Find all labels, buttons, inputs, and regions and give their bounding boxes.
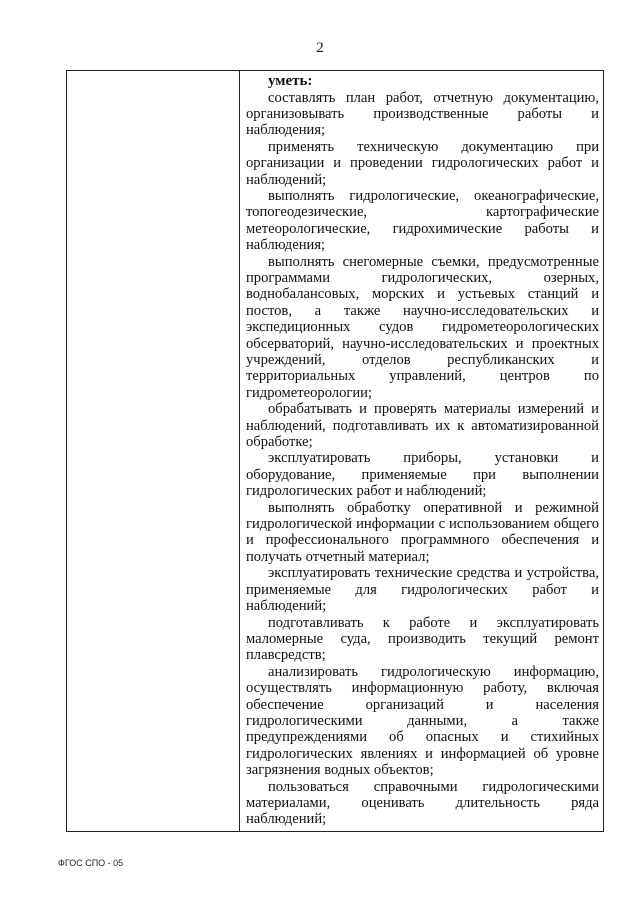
left-table-cell xyxy=(67,71,240,831)
skill-item: эксплуатировать приборы, установки и оборудование, применяемые при выполнении гидрологических работ и наблюдений; xyxy=(246,450,599,500)
right-table-cell xyxy=(240,71,603,831)
page-number: 2 xyxy=(316,40,324,56)
skill-item: подготавливать к работе и эксплуатировать маломерные суда, производить текущий ремонт плавсредств; xyxy=(246,614,599,664)
skill-item: выполнять гидрологические, океанографические, топогеодезические, картографические метеорологические, гидрохимические работы и наблюдения; xyxy=(246,187,599,254)
footer-code: ФГОС СПО - 05 xyxy=(58,858,124,868)
skill-item: применять техническую документацию при организации и проведении гидрологических работ и наблюдений; xyxy=(246,138,599,188)
skill-item: анализировать гидрологическую информацию, осуществлять информационную работу, включая обеспечение организаций и населения гидрологическими данными, а также предупреждениями об опасных и стихийных гидрологических явлениях и информацией об уровне загрязнения водных объектов; xyxy=(246,663,599,779)
skill-item: составлять план работ, отчетную документацию, организовывать производственные работы и наблюдения; xyxy=(246,89,599,139)
skill-item: обрабатывать и проверять материалы измерений и наблюдений, подготавливать их к автоматизированной обработке; xyxy=(246,401,599,451)
skill-item: выполнять снегомерные съемки, предусмотренные программами гидрологических, озерных, воднобалансовых, морских и устьевых станций и постов, а также научно-исследовательских и экспедиционных судов гидрометеорологических обсерваторий, научно-исследовательских и проектных учреждений, отделов республиканских и территориальных управлений, центров по гидрометеорологии; xyxy=(246,253,599,401)
requirements-table xyxy=(66,70,604,832)
skill-item: выполнять обработку оперативной и режимной гидрологической информации с использованием общего и профессионального программного обеспечения и получать отчетный материал; xyxy=(246,499,599,565)
section-heading: уметь: xyxy=(268,73,313,89)
skill-item: пользоваться справочными гидрологическими материалами, оценивать длительность ряда наблюдений; xyxy=(246,778,599,828)
skill-item: эксплуатировать технические средства и устройства, применяемые для гидрологических работ и наблюдений; xyxy=(246,565,599,615)
